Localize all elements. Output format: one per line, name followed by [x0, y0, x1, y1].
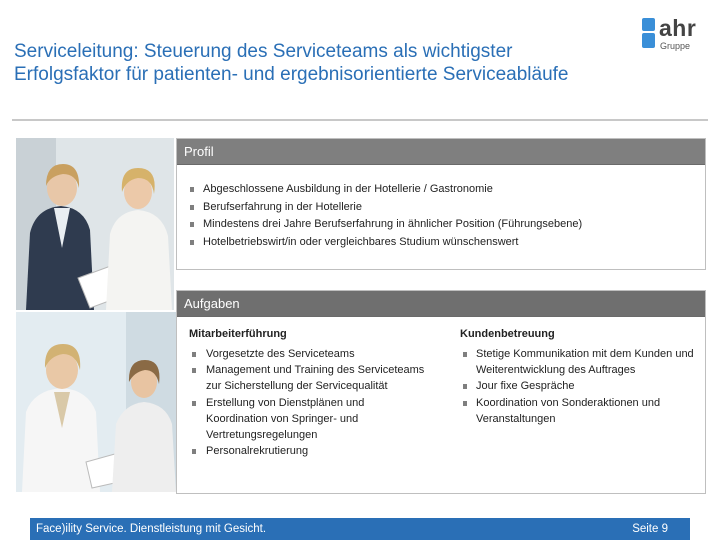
list-item: Mindestens drei Jahre Berufserfahrung in ähnlicher Position (Führungsebene) — [187, 216, 697, 234]
profile-header: Profil — [177, 139, 705, 165]
list-item: Management und Training des Serviceteams zur Sicherstellung der Servicequalität — [189, 362, 429, 394]
logo-word: ahr — [659, 15, 697, 41]
list-item: Vorgesetzte des Serviceteams — [189, 346, 429, 362]
footer-tagline: Face)ility Service. Dienstleistung mit Gesicht. — [36, 523, 267, 535]
logo-square-icon — [642, 33, 655, 48]
leadership-list — [189, 346, 429, 459]
ahr-logo — [642, 15, 712, 54]
leadership-column — [189, 327, 429, 459]
list-item: Berufserfahrung in der Hotellerie — [187, 199, 697, 217]
list-item: Stetige Kommunikation mit dem Kunden und Weiterentwicklung des Auftrages — [460, 346, 700, 378]
logo-subtitle: Gruppe — [660, 41, 691, 51]
page-number: Seite 9 — [632, 523, 668, 535]
header-divider — [12, 119, 708, 121]
list-item: Hotelbetriebswirt/in oder vergleichbares Studium wünschenswert — [187, 234, 697, 252]
logo-square-icon — [642, 18, 655, 31]
list-item: Erstellung von Dienstplänen und Koordination von Springer- und Vertretungsregelungen — [189, 395, 429, 444]
customer-care-list — [460, 346, 700, 427]
title-line-1: Serviceleitung: Steuerung des Serviceteams als wichtigster — [14, 41, 513, 62]
list-item: Personalrekrutierung — [189, 443, 429, 459]
leadership-heading: Mitarbeiterführung — [189, 328, 287, 340]
list-item: Abgeschlossene Ausbildung in der Hotellerie / Gastronomie — [187, 181, 697, 199]
customer-care-heading: Kundenbetreuung — [460, 328, 555, 340]
staff-photo-bottom — [16, 312, 176, 492]
list-item: Koordination von Sonderaktionen und Veranstaltungen — [460, 395, 700, 427]
tasks-header: Aufgaben — [177, 291, 705, 317]
customer-care-column — [460, 327, 700, 427]
list-item: Jour fixe Gespräche — [460, 378, 700, 394]
profile-list — [187, 181, 697, 251]
profile-panel — [176, 138, 706, 270]
title-line-2: Erfolgsfaktor für patienten- und ergebnisorientierte Serviceabläufe — [14, 64, 569, 85]
staff-photo-top — [16, 138, 174, 310]
footer-bar — [30, 518, 690, 540]
page-title — [14, 40, 614, 86]
tasks-panel — [176, 290, 706, 494]
